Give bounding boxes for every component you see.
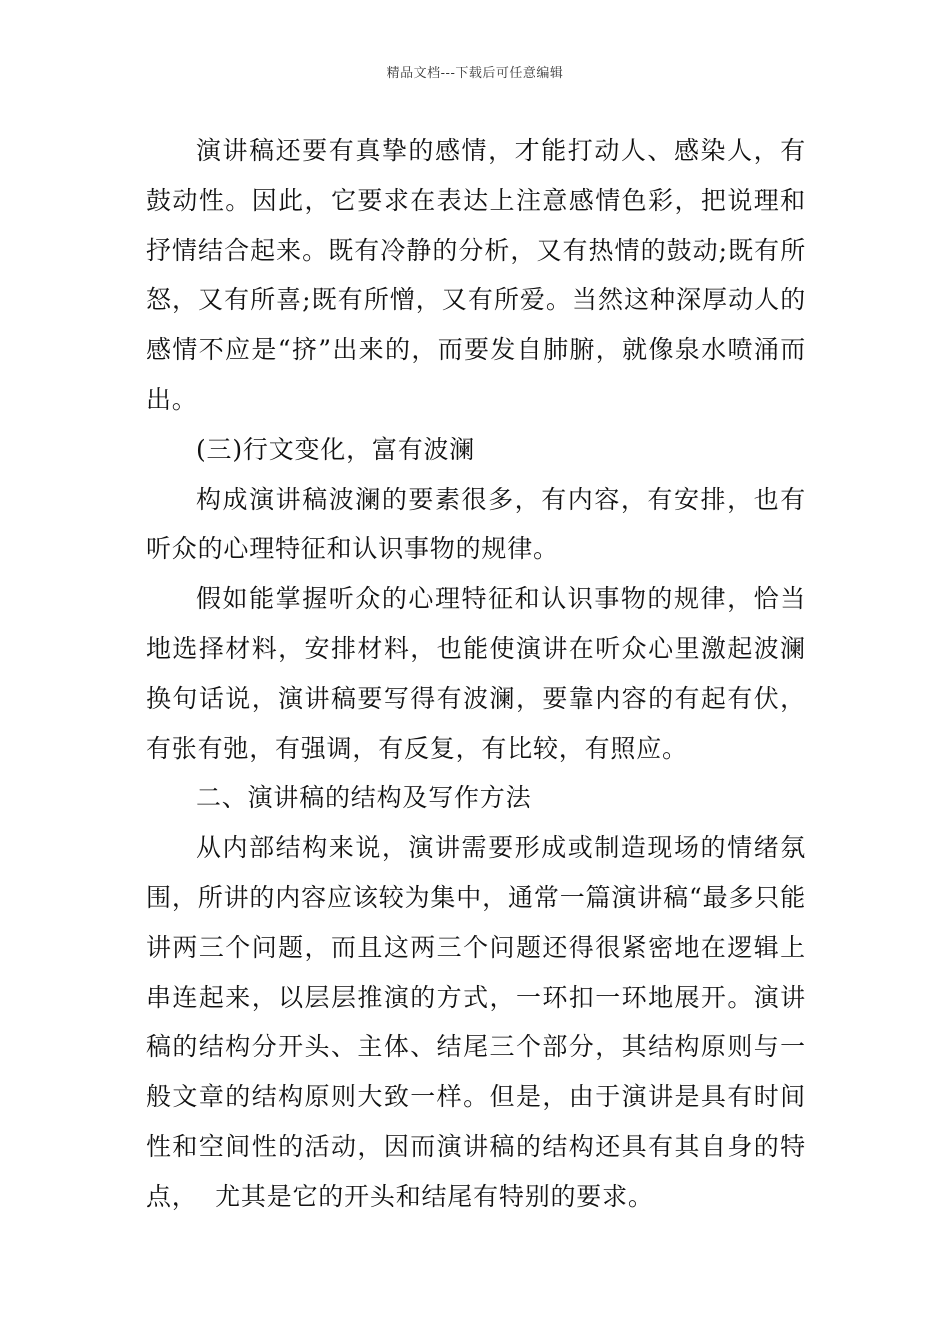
page-header: 精品文档---下载后可任意编辑 [386, 66, 564, 81]
document-body [146, 126, 806, 1222]
paragraph-elements: 构成演讲稿波澜的要素很多，有内容，有安排，也有听众的心理特征和认识事物的规律。 [146, 484, 806, 564]
section-heading-variation: (三)行文变化，富有波澜 [196, 434, 476, 464]
section-heading-structure: 二、演讲稿的结构及写作方法 [196, 783, 532, 813]
paragraph-structure: 从内部结构来说，演讲需要形成或制造现场的情绪氛围，所讲的内容应该较为集中，通常一篇演讲稿“最多只能讲两三个问题，而且这两三个问题还得很紧密地在逻辑上串连起来，以层层推演的方式，一环扣一环地展开。演讲稿的结构分开头、主体、结尾三个部分，其结构原则与一般文章的结构原则大致一样。但是，由于演讲是具有时间性和空间性的活动，因而演讲稿的结构还具有其自身的特点， 尤其是它的开头和结尾有特别的要求。 [146, 833, 806, 1211]
paragraph-emotion: 演讲稿还要有真挚的感情，才能打动人、感染人，有鼓动性。因此，它要求在表达上注意感情色彩，把说理和抒情结合起来。既有冷静的分析，又有热情的鼓动;既有所怒，又有所喜;既有所憎，又有所爱。当然这种深厚动人的感情不应是“挤”出来的，而要发自肺腑，就像泉水喷涌而出。 [146, 136, 806, 414]
paragraph-psychology: 假如能掌握听众的心理特征和认识事物的规律，恰当地选择材料，安排材料，也能使演讲在听众心里激起波澜换句话说，演讲稿要写得有波澜，要靠内容的有起有伏，有张有弛，有强调，有反复，有比较，有照应。 [146, 584, 806, 763]
